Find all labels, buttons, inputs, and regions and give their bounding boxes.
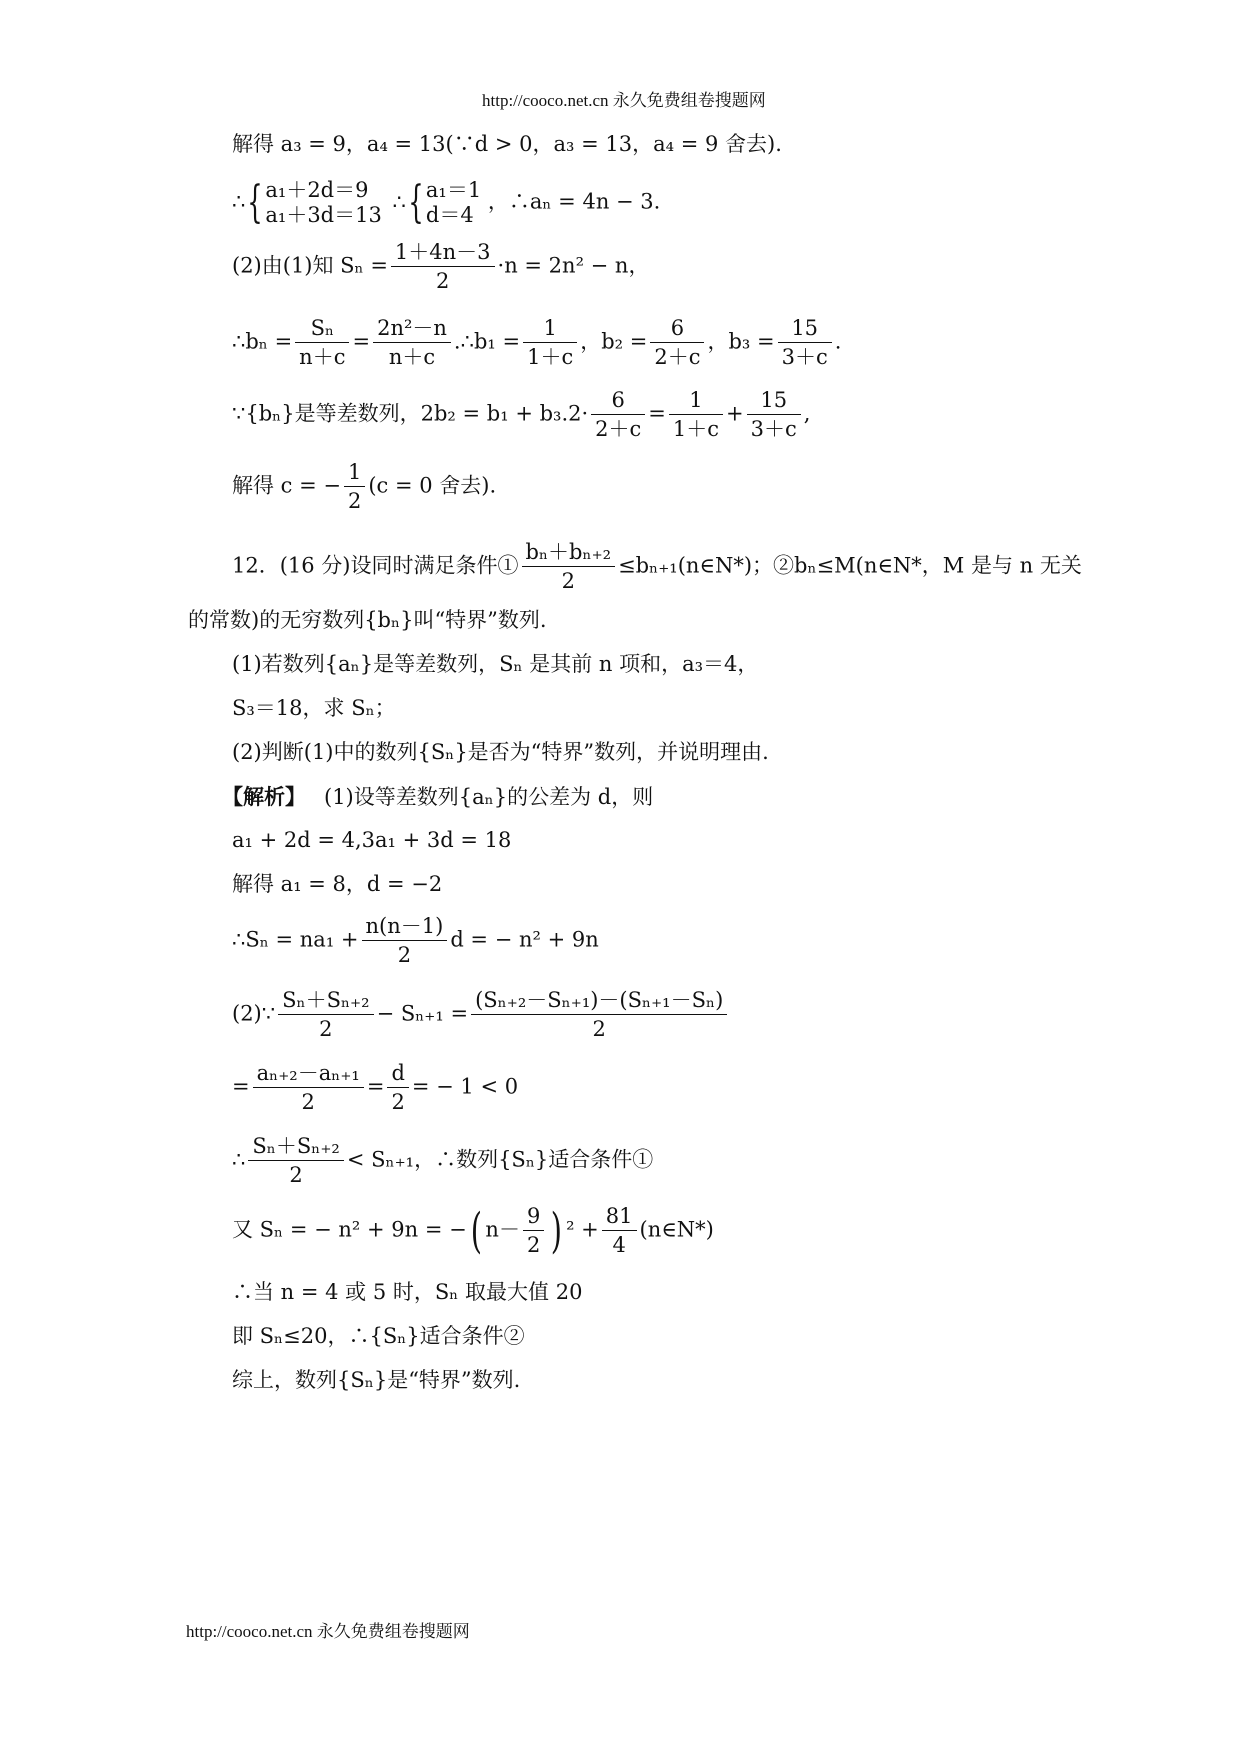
line-equations: a₁ + 2d = 4,3a₁ + 3d = 18 (232, 828, 512, 852)
line-system (232, 178, 660, 228)
fraction: $\frac{1}{1+c}$ (523, 318, 577, 368)
problem-12-statement: 12．(16 分)设同时满足条件① $\frac{\text{bₙ＋bₙ₊₂}}{2}$ ≤bₙ₊₁(n∈N*)；②bₙ≤M(n∈N*，M 是与 n 无关 (232, 540, 1082, 593)
fraction: $\frac{6}{2+c}$ (591, 390, 645, 440)
fraction: $\frac{\text{2n²－n}}{n+c}$ (373, 318, 451, 368)
fraction: $\frac{\text{aₙ₊₂－aₙ₊₁}}{2}$ (253, 1063, 364, 1113)
fraction: $\frac{1+4n-3}{2}$ (391, 242, 495, 292)
fraction: $\frac{81}{4}$ (602, 1206, 637, 1256)
paren-left: ( (470, 1203, 482, 1259)
line-solve-a3-a4: 解得 a₃ = 9，a₄ = 13(∵d > 0，a₃ = 13，a₄ = 9 舍去). (232, 132, 782, 156)
fraction: $\frac{15}{3+c}$ (778, 318, 832, 368)
problem-12-part2: (2)判断(1)中的数列{Sₙ}是否为“特界”数列，并说明理由. (232, 740, 769, 764)
therefore-symbol: ∴ (232, 189, 246, 214)
problem-12-part1: (1)若数列{aₙ}是等差数列，Sₙ 是其前 n 项和，a₃＝4， (232, 652, 759, 676)
line-condition-1-check: (2)∵ $\frac{\text{Sₙ＋Sₙ₊₂}}{2}$ − Sₙ₊₁ = $\frac{\text{(Sₙ₊₂－Sₙ₊₁)－(Sₙ₊₁－Sₙ)}}{2}$ (232, 990, 730, 1040)
line-bn-definition: ∴bₙ = $\frac{\text{Sₙ}}{n+c}$ = $\frac{\text{2n²－n}}{n+c}$ .∴b₁ = $\frac{1}{1+c}$ ，b₂ = $\frac{6}{2+c}$ ，b₃ = $\frac{15}{3+c}$ . (232, 316, 842, 369)
fraction: $\frac{1}{2}$ (344, 462, 365, 512)
brace-left: { (408, 177, 424, 229)
page-header: http://cooco.net.cn 永久免费组卷搜题网 (482, 91, 766, 110)
line-max-value: ∴当 n = 4 或 5 时，Sₙ 取最大值 20 (232, 1280, 583, 1304)
fraction: $\frac{\text{Sₙ＋Sₙ₊₂}}{2}$ (248, 1136, 343, 1186)
equation-system-1: a₁＋2d＝9 a₁＋3d＝13 (265, 178, 382, 228)
line-vertex-form: 又 Sₙ = − n² + 9n = −( n－ $\frac{9}{2}$ ) ² + $\frac{81}{4}$ (n∈N*) (232, 1203, 714, 1259)
fraction: $\frac{\text{Sₙ＋Sₙ₊₂}}{2}$ (278, 990, 373, 1040)
fraction: $\frac{\text{(Sₙ₊₂－Sₙ₊₁)－(Sₙ₊₁－Sₙ)}}{2}$ (471, 990, 727, 1040)
line-condition-2: 即 Sₙ≤20，∴{Sₙ}适合条件② (232, 1324, 525, 1348)
line-solve-c: 解得 c = − $\frac{1}{2}$ (c = 0 舍去). (232, 460, 497, 513)
fraction: $\frac{\text{bₙ＋bₙ₊₂}}{2}$ (522, 542, 616, 592)
line-solve-a1-d: 解得 a₁ = 8，d = −2 (232, 872, 443, 896)
fraction: $\frac{6}{2+c}$ (650, 318, 704, 368)
fraction: $\frac{\text{Sₙ}}{n+c}$ (295, 318, 349, 368)
fraction: $\frac{1}{1+c}$ (669, 390, 723, 440)
brace-left: { (247, 177, 264, 229)
line-sn-result: ∴Sₙ = na₁ + $\frac{n(n-1)}{2}$ d = − n² + 9n (232, 914, 599, 967)
general-term-result: ，∴aₙ = 4n − 3. (487, 189, 661, 214)
solution-label: 【解析】 (222, 784, 306, 809)
fraction: $\frac{15}{3+c}$ (747, 390, 801, 440)
fraction: $\frac{d}{2}$ (387, 1063, 408, 1113)
problem-12-part1-cont: S₃＝18，求 Sₙ； (232, 696, 396, 720)
line-conclusion: 综上，数列{Sₙ}是“特界”数列. (232, 1368, 521, 1392)
solution-heading: 【解析】 (1)设等差数列{aₙ}的公差为 d，则 (222, 784, 654, 809)
page-footer: http://cooco.net.cn 永久免费组卷搜题网 (186, 1622, 470, 1641)
therefore-symbol: ∴ (392, 189, 406, 214)
equation-system-2: a₁＝1 d＝4 (425, 178, 482, 228)
line-sum-formula: (2)由(1)知 Sₙ = $\frac{1+4n-3}{2}$ ·n = 2n² − n， (232, 240, 650, 293)
line-condition-1-conclusion: ∴ $\frac{\text{Sₙ＋Sₙ₊₂}}{2}$ < Sₙ₊₁，∴数列{Sₙ}适合条件① (232, 1134, 654, 1187)
line-arithmetic-condition: ∵{bₙ}是等差数列，2b₂ = b₁ + b₃.2· $\frac{6}{2+c}$ = $\frac{1}{1+c}$ + $\frac{15}{3+c}$ , (232, 388, 811, 441)
problem-12-statement-cont: 的常数)的无穷数列{bₙ}叫“特界”数列. (188, 608, 547, 632)
paren-right: ) (551, 1203, 563, 1259)
fraction: $\frac{9}{2}$ (523, 1206, 544, 1256)
fraction: $\frac{n(n-1)}{2}$ (362, 916, 448, 966)
line-condition-1-value: = $\frac{\text{aₙ₊₂－aₙ₊₁}}{2}$ = $\frac{d}{2}$ = − 1 < 0 (232, 1061, 519, 1114)
